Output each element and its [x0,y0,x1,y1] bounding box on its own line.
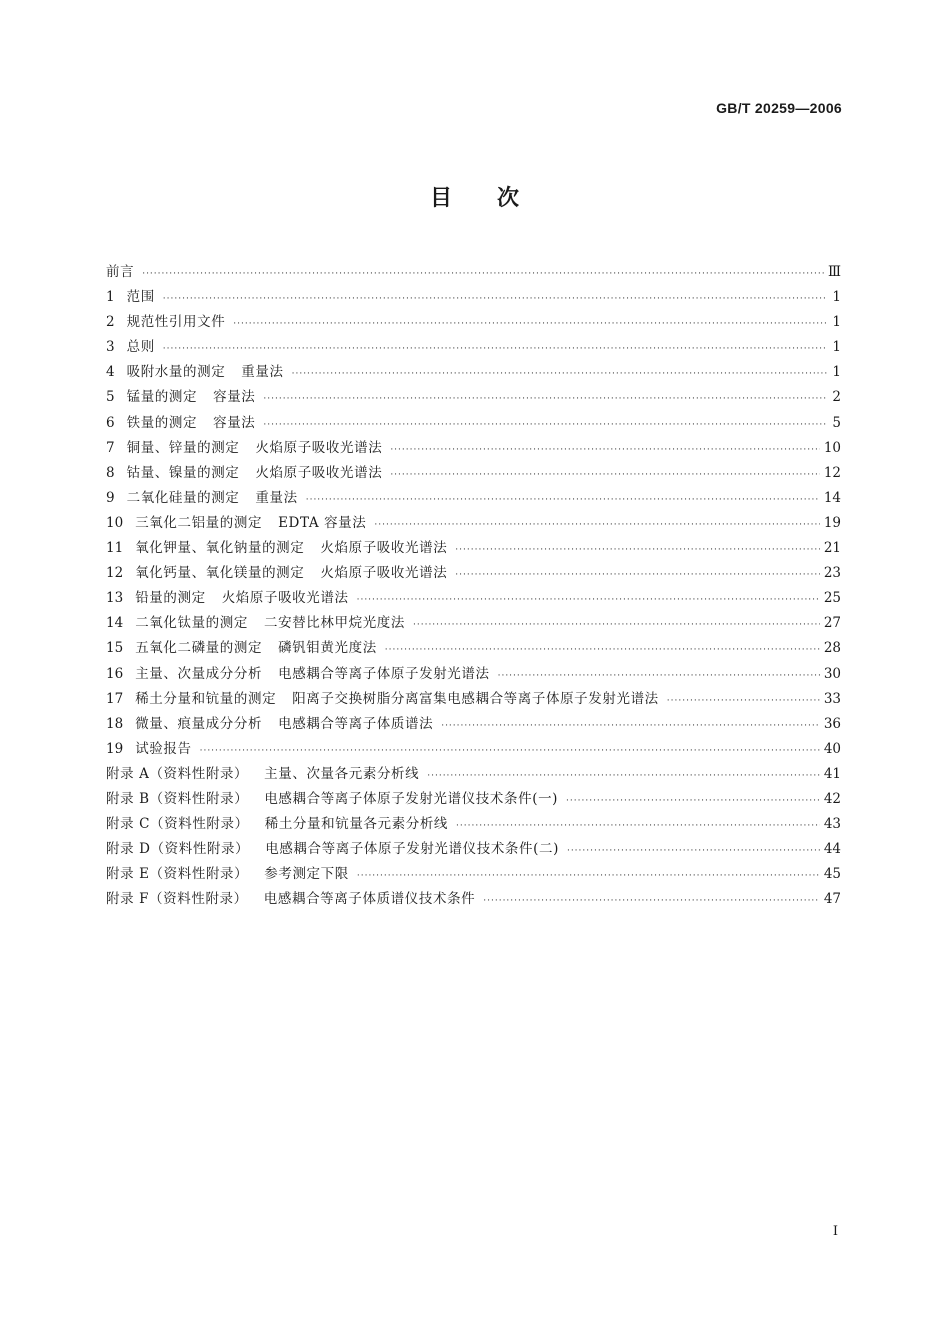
toc-entry-page: 1 [832,364,841,381]
toc-dot-leader [390,470,820,480]
toc-entry-page: 45 [823,866,841,883]
toc-dot-leader [142,269,824,279]
toc-entry-method: 电感耦合等离子体原子发射光谱仪技术条件(一) [264,790,559,807]
toc-entry-number: 19 [106,740,124,757]
toc-entry-page: 28 [823,640,841,657]
toc-entry-label: 二氧化钛量的测定 [135,615,248,632]
toc-entry[interactable] [106,360,841,385]
toc-entry-method: 电感耦合等离子体原子发射光谱法 [278,665,490,682]
toc-dot-leader [163,294,827,304]
toc-dot-leader [427,771,820,781]
toc-entry[interactable] [106,436,841,461]
toc-entry-page: 1 [832,314,841,331]
standard-code: GB/T 20259—2006 [716,100,842,116]
toc-dot-leader [233,319,827,329]
title-char-left: 目 [429,186,453,211]
toc-entry-page: 25 [823,590,841,607]
toc-dot-leader [483,896,820,906]
toc-entry-number: 5 [106,389,115,406]
toc-entry-method: 容量法 [213,389,256,406]
toc-entry-number: 17 [106,690,124,707]
toc-entry-label: 附录 F（资料性附录） [106,891,248,908]
toc-dot-leader [200,746,820,756]
toc-entry-label: 规范性引用文件 [126,314,226,331]
toc-entry-method: 重量法 [255,489,298,506]
toc-entry-page: 44 [823,841,841,858]
toc-entry-page: 21 [823,540,841,557]
toc-entry-number: 16 [106,665,124,682]
toc-dot-leader [441,721,820,731]
toc-entry-number: 1 [106,289,115,306]
toc-entry-method: 主量、次量各元素分析线 [264,765,420,782]
toc-dot-leader [306,495,820,505]
toc-entry-method: EDTA 容量法 [278,514,367,531]
toc-entry-label: 附录 C（资料性附录） [106,816,249,833]
toc-dot-leader [263,394,827,404]
toc-entry-label: 五氧化二磷量的测定 [135,640,263,657]
toc-dot-leader [567,846,820,856]
toc-entry-number: 3 [106,339,115,356]
toc-entry-number: 14 [106,615,124,632]
toc-entry-method: 火焰原子吸收光谱法 [221,590,349,607]
toc-dot-leader [292,369,827,379]
toc-dot-leader [374,520,819,530]
toc-entry-label: 铁量的测定 [126,414,198,431]
toc-entry-number: 18 [106,715,124,732]
toc-dot-leader [413,620,820,630]
toc-entry-method: 火焰原子吸收光谱法 [320,540,448,557]
toc-entry-method: 火焰原子吸收光谱法 [255,464,383,481]
toc-entry-page: 36 [823,715,841,732]
toc-entry[interactable] [106,285,841,310]
toc-entry[interactable] [106,887,841,912]
toc-entry[interactable] [106,837,841,862]
toc-entry-method: 二安替比林甲烷光度法 [264,615,405,632]
toc-entry[interactable] [106,310,841,335]
toc-entry-label: 稀土分量和钪量的测定 [135,690,277,707]
toc-entry-page: 43 [823,816,841,833]
toc-entry-page: 33 [823,690,841,707]
toc-entry-method: 火焰原子吸收光谱法 [320,565,448,582]
toc-entry-label: 三氧化二铝量的测定 [135,514,263,531]
toc-dot-leader [498,671,820,681]
toc-entry-method: 参考测定下限 [264,866,349,883]
toc-entry-label: 前言 [106,264,135,280]
toc-entry-method: 电感耦合等离子体原子发射光谱仪技术条件(二) [265,841,559,858]
toc-entry-page: 1 [832,289,841,306]
toc-entry-page: 47 [823,891,841,908]
toc-entry[interactable] [106,687,841,712]
toc-entry-page: 23 [823,565,841,582]
toc-entry[interactable] [106,611,841,636]
toc-entry-label: 附录 A（资料性附录） [106,765,249,782]
toc-entry-page: 19 [823,514,841,531]
toc-entry-number: 4 [106,364,115,381]
toc-entry-method: 火焰原子吸收光谱法 [255,439,383,456]
toc-entry-label: 附录 B（资料性附录） [106,790,249,807]
toc-dot-leader [357,871,820,881]
toc-entry-page: 27 [823,615,841,632]
toc-entry-label: 铜量、锌量的测定 [126,439,240,456]
toc-dot-leader [455,545,820,555]
toc-entry-method: 稀土分量和钪量各元素分析线 [264,816,449,833]
toc-entry[interactable] [106,662,841,687]
toc-entry-number: 13 [106,590,124,607]
toc-entry-label: 吸附水量的测定 [126,364,226,381]
toc-dot-leader [456,821,820,831]
toc-entry[interactable] [106,411,841,436]
toc-entry[interactable] [106,511,841,536]
toc-entry-page: Ⅲ [827,264,841,280]
toc-entry-label: 二氧化硅量的测定 [126,489,240,506]
toc-entry-number: 8 [106,464,115,481]
toc-dot-leader [385,645,820,655]
toc-entry-label: 微量、痕量成分分析 [135,715,263,732]
toc-entry-method: 阳离子交换树脂分离富集电感耦合等离子体原子发射光谱法 [292,690,659,707]
toc-entry[interactable] [106,862,841,887]
toc-entry-page: 10 [823,439,841,456]
toc-entry-number: 7 [106,439,115,456]
toc-dot-leader [667,696,820,706]
toc-entry-label: 氧化钾量、氧化钠量的测定 [135,540,305,557]
toc-entry[interactable] [106,586,841,611]
toc-entry-label: 总则 [126,339,155,356]
toc-entry[interactable] [106,486,841,511]
toc-dot-leader [455,570,820,580]
toc-entry-number: 12 [106,565,124,582]
toc-dot-leader [163,344,827,354]
toc-entry-page: 12 [823,464,841,481]
toc-entry[interactable] [106,812,841,837]
toc-entry-label: 范围 [126,289,155,306]
toc-entry[interactable] [106,712,841,737]
toc-entry-method: 电感耦合等离子体质谱法 [278,715,434,732]
toc-entry[interactable] [106,260,841,285]
title-char-right: 次 [497,186,521,211]
toc-entry-page: 2 [832,389,841,406]
toc-dot-leader [390,445,820,455]
toc-entry[interactable] [106,536,841,561]
toc-entry-number: 11 [106,540,124,557]
page-number: I [832,1224,838,1239]
toc-entry[interactable] [106,385,841,410]
toc-entry-method: 容量法 [213,414,256,431]
toc-dot-leader [263,420,827,430]
toc-entry-label: 氧化钙量、氧化镁量的测定 [135,565,305,582]
toc-entry[interactable] [106,737,841,762]
toc-entry[interactable] [106,461,841,486]
toc-entry-method: 重量法 [241,364,284,381]
toc-entry-method: 电感耦合等离子体质谱仪技术条件 [263,891,476,908]
toc-entry-page: 14 [823,489,841,506]
toc-entry[interactable] [106,762,841,787]
toc-entry-page: 41 [823,765,841,782]
toc-entry-page: 40 [823,740,841,757]
page-title [0,181,950,212]
toc-dot-leader [566,796,820,806]
toc-entry-label: 铅量的测定 [135,590,206,607]
toc-entry[interactable] [106,787,841,812]
toc-entry-label: 试验报告 [135,740,192,757]
toc-entry[interactable] [106,561,841,586]
toc-entry-method: 磷钒钼黄光度法 [278,640,377,657]
toc-entry-number: 10 [106,514,124,531]
toc-entry-page: 30 [823,665,841,682]
toc-entry[interactable] [106,335,841,360]
toc-entry-page: 1 [832,339,841,356]
toc-entry-label: 附录 D（资料性附录） [106,841,250,858]
toc-entry-number: 9 [106,489,115,506]
toc-entry-label: 锰量的测定 [126,389,198,406]
toc-entry-label: 钴量、镍量的测定 [126,464,240,481]
toc-entry-page: 5 [832,414,841,431]
toc-entry-number: 2 [106,314,115,331]
toc-entry-page: 42 [823,790,841,807]
toc-entry-number: 6 [106,414,115,431]
toc-entry[interactable] [106,636,841,661]
toc-entry-number: 15 [106,640,124,657]
toc-list [106,260,841,912]
toc-dot-leader [357,595,820,605]
toc-entry-label: 附录 E（资料性附录） [106,866,249,883]
toc-entry-label: 主量、次量成分分析 [135,665,263,682]
